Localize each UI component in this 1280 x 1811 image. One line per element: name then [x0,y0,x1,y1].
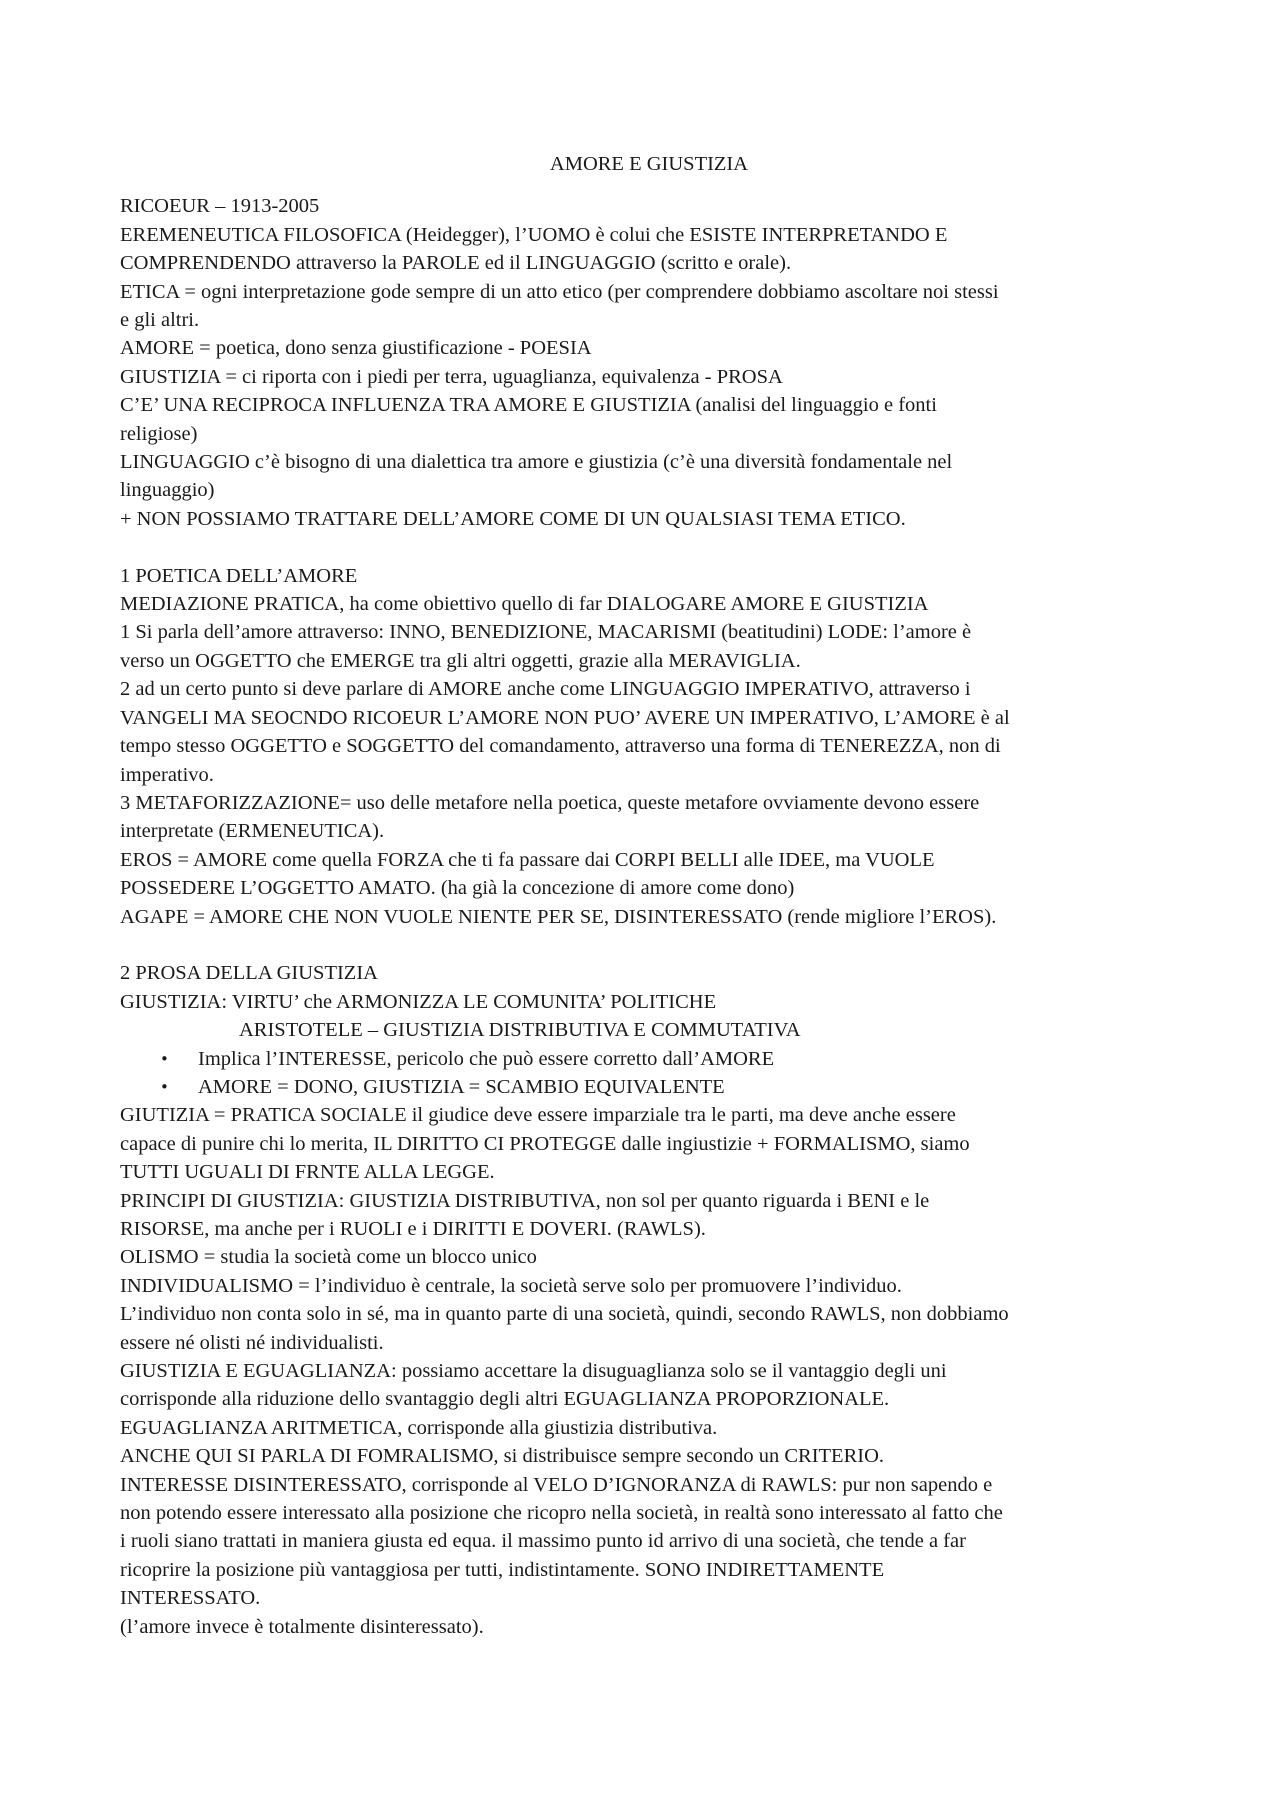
text-line: religiose) [120,422,198,445]
indented-line: ARISTOTELE – GIUSTIZIA DISTRIBUTIVA E COMMUTATIVA [239,1019,801,1042]
section-poetica-amore [120,562,1160,931]
text-line: L’individuo non conta solo in sé, ma in quanto parte di una società, quindi, secondo RAWLS, non dobbiamo [120,1303,1009,1326]
text-line: + NON POSSIAMO TRATTARE DELL’AMORE COME DI UN QUALSIASI TEMA ETICO. [120,507,906,530]
text-line: RISORSE, ma anche per i RUOLI e i DIRITTI E DOVERI. (RAWLS). [120,1218,706,1240]
text-line: AMORE = poetica, dono senza giustificazione - POESIA [120,337,592,360]
text-line: 2 ad un certo punto si deve parlare di AMORE anche come LINGUAGGIO IMPERATIVO, attraverso i [120,678,971,701]
text-line: LINGUAGGIO c’è bisogno di una dialettica tra amore e giustizia (c’è una diversità fondamentale nel [120,451,953,474]
text-line: corrisponde alla riduzione dello svantaggio degli altri EGUAGLIANZA PROPORZIONALE. [120,1388,890,1411]
text-line: ANCHE QUI SI PARLA DI FOMRALISMO, si distribuisce sempre secondo un CRITERIO. [120,1445,884,1468]
text-line: INDIVIDUALISMO = l’individuo è centrale, la società serve solo per promuovere l’individuo. [120,1274,902,1297]
text-line: ETICA = ogni interpretazione gode sempre di un atto etico (per comprendere dobbiamo ascoltare noi stessi [120,280,999,303]
text-line: 1 Si parla dell’amore attraverso: INNO, BENEDIZIONE, MACARISMI (beatitudini) LODE: l’amore è [120,621,972,644]
text-line: essere né olisti né individualisti. [120,1331,384,1354]
text-line: tempo stesso OGGETTO e SOGGETTO del comandamento, attraverso una forma di TENEREZZA, non di [120,735,1001,758]
text-line: INTERESSATO. [120,1587,261,1610]
text-line: C’E’ UNA RECIPROCA INFLUENZA TRA AMORE E GIUSTIZIA (analisi del linguaggio e fonti [120,394,937,417]
text-line: GIUSTIZIA E EGUAGLIANZA: possiamo accettare la disuguaglianza solo se il vantaggio degli uni [120,1360,947,1383]
text-line: EGUAGLIANZA ARITMETICA, corrisponde alla giustizia distributiva. [120,1416,718,1439]
text-line: 3 METAFORIZZAZIONE= uso delle metafore nella poetica, queste metafore ovviamente devono essere [120,791,980,814]
text-line: GIUSTIZIA: VIRTU’ che ARMONIZZA LE COMUNITA’ POLITICHE [120,990,717,1013]
text-line: PRINCIPI DI GIUSTIZIA: GIUSTIZIA DISTRIBUTIVA, non sol per quanto riguarda i BENI e le [120,1189,930,1212]
bullet-icon: • [160,1049,169,1068]
text-line: POSSEDERE L’OGGETTO AMATO. (ha già la concezione di amore come dono) [120,877,795,900]
text-line: OLISMO = studia la società come un blocco unico [120,1246,537,1269]
bullet-item [120,1045,1160,1073]
text-line: COMPRENDENDO attraverso la PAROLE ed il LINGUAGGIO (scritto e orale). [120,252,792,275]
text-line: capace di punire chi lo merita, IL DIRITTO CI PROTEGGE dalle ingiustizie + FORMALISMO, siamo [120,1132,970,1155]
section-heading: 1 POETICA DELL’AMORE [120,564,358,587]
text-line: verso un OGGETTO che EMERGE tra gli altri oggetti, grazie alla MERAVIGLIA. [120,649,801,672]
text-line: (l’amore invece è totalmente disinteressato). [120,1615,484,1638]
text-line: linguaggio) [120,479,215,502]
bullet-text: AMORE = DONO, GIUSTIZIA = SCAMBIO EQUIVALENTE [198,1075,725,1098]
text-line: MEDIAZIONE PRATICA, ha come obiettivo quello di far DIALOGARE AMORE E GIUSTIZIA [120,593,929,616]
bullet-text: Implica l’INTERESSE, pericolo che può essere corretto dall’AMORE [198,1047,775,1070]
section-ricoeur [120,192,1160,533]
text-line: imperativo. [120,763,214,786]
text-line: EROS = AMORE come quella FORZA che ti fa passare dai CORPI BELLI alle IDEE, ma VUOLE [120,848,935,871]
text-line: ricoprire la posizione più vantaggiosa per tutti, indistintamente. SONO INDIRETTAMENTE [120,1558,885,1581]
text-line: non potendo essere interessato alla posizione che ricopro nella società, in realtà sono interessato al fatto che [120,1502,1003,1525]
document-title: AMORE E GIUSTIZIA [549,153,749,175]
text-line: GIUSTIZIA = ci riporta con i piedi per terra, uguaglianza, equivalenza - PROSA [120,365,783,388]
section-heading: 2 PROSA DELLA GIUSTIZIA [120,962,378,985]
paragraph-spacer [120,931,1160,959]
bullet-item [120,1073,1160,1101]
paragraph-spacer [120,533,1160,561]
text-line: e gli altri. [120,309,200,332]
text-line: GIUTIZIA = PRATICA SOCIALE il giudice deve essere imparziale tra le parti, ma deve anche essere [120,1104,956,1127]
bullet-icon: • [160,1077,169,1096]
text-line: INTERESSE DISINTERESSATO, corrisponde al VELO D’IGNORANZA di RAWLS: pur non sapendo e [120,1473,993,1496]
document-page [120,150,1160,1641]
text-line: VANGELI MA SEOCNDO RICOEUR L’AMORE NON PUO’ AVERE UN IMPERATIVO, L’AMORE è al [120,706,1010,729]
text-line: interpretate (ERMENEUTICA). [120,820,385,843]
text-line: EREMENEUTICA FILOSOFICA (Heidegger), l’UOMO è colui che ESISTE INTERPRETANDO E [120,223,948,246]
text-line: i ruoli siano trattati in maniera giusta ed equa. il massimo punto id arrivo di una società, che tende a far [120,1530,966,1553]
text-line: RICOEUR – 1913-2005 [120,195,320,218]
text-line: TUTTI UGUALI DI FRNTE ALLA LEGGE. [120,1161,495,1184]
text-line: AGAPE = AMORE CHE NON VUOLE NIENTE PER SE, DISINTERESSATO (rende migliore l’EROS). [120,905,997,928]
section-prosa-giustizia [120,959,1160,1641]
